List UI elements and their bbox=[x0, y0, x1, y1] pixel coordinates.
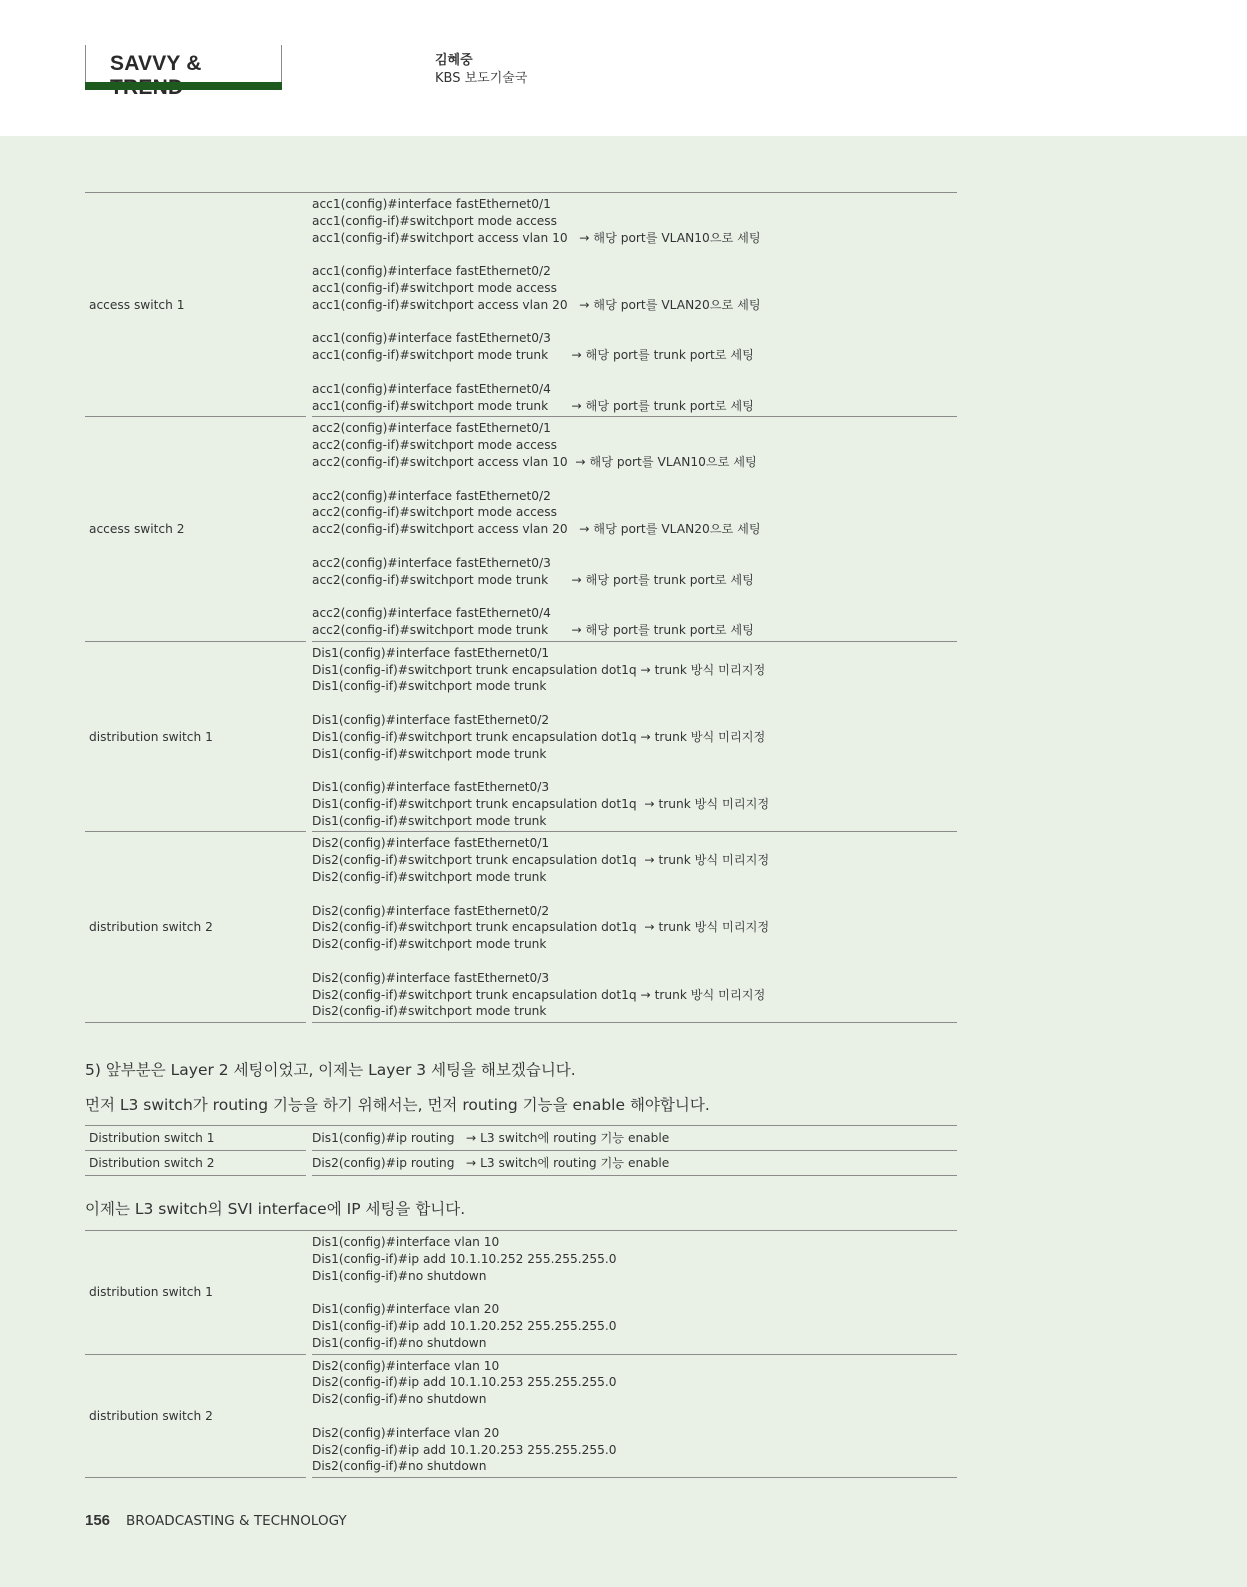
command-line: Dis1(config)#interface fastEthernet0/2 bbox=[312, 712, 550, 727]
table-row bbox=[85, 1126, 957, 1151]
command-line: acc2(config)#interface fastEthernet0/4 bbox=[312, 606, 551, 621]
command-line: Dis1(config-if)#switchport mode trunk bbox=[312, 813, 547, 828]
block-spacer bbox=[312, 364, 957, 381]
command-line: Dis2(config)#interface fastEthernet0/2 bbox=[312, 903, 550, 918]
device-name: distribution switch 1 bbox=[85, 1231, 306, 1355]
paragraph-svi-setup: 이제는 L3 switch의 SVI interface에 IP 세팅을 합니다. bbox=[85, 1200, 466, 1218]
command-line: acc1(config)#interface fastEthernet0/3 bbox=[312, 331, 551, 346]
page-number: 156 bbox=[85, 1512, 111, 1529]
author-name: 김혜중 bbox=[435, 53, 473, 68]
command-cell bbox=[312, 1231, 957, 1355]
command-line: Dis2(config)#interface fastEthernet0/1 bbox=[312, 836, 550, 851]
device-name: distribution switch 2 bbox=[85, 1354, 306, 1478]
command-line: acc2(config)#interface fastEthernet0/1 bbox=[312, 421, 551, 436]
command-line: Dis1(config-if)#ip add 10.1.20.252 255.255.255.0 bbox=[312, 1318, 617, 1333]
table-row bbox=[85, 193, 957, 417]
device-name: access switch 2 bbox=[85, 417, 306, 641]
command-line: acc1(config-if)#switchport mode access bbox=[312, 280, 557, 295]
author-affiliation: KBS 보도기술국 bbox=[435, 71, 528, 86]
command-cell bbox=[312, 1126, 957, 1151]
command-line: Dis2(config)#interface vlan 10 bbox=[312, 1358, 500, 1373]
command-line: Dis2(config-if)#ip add 10.1.20.253 255.255.255.0 bbox=[312, 1442, 617, 1457]
command-line: Dis2(config-if)#switchport trunk encapsulation dot1q → trunk 방식 미리지정 bbox=[312, 853, 770, 868]
command-cell bbox=[312, 417, 957, 641]
command-line: Dis1(config-if)#switchport mode trunk bbox=[312, 679, 547, 694]
block-spacer bbox=[312, 538, 957, 555]
command-line: Dis2(config-if)#switchport mode trunk bbox=[312, 937, 547, 952]
paragraph-routing-enable: 먼저 L3 switch가 routing 기능을 하기 위해서는, 먼저 routing 기능을 enable 해야합니다. bbox=[85, 1096, 710, 1114]
command-cell bbox=[312, 641, 957, 832]
command-list bbox=[312, 1231, 957, 1354]
paragraph-layer3-intro: 5) 앞부분은 Layer 2 세팅이었고, 이제는 Layer 3 세팅을 해보겠습니다. bbox=[85, 1061, 576, 1079]
command-line: Dis1(config-if)#switchport trunk encapsulation dot1q → trunk 방식 미리지정 bbox=[312, 796, 770, 811]
block-spacer bbox=[312, 953, 957, 970]
command-cell bbox=[312, 1151, 957, 1176]
command-line: acc2(config)#interface fastEthernet0/2 bbox=[312, 488, 551, 503]
table-row bbox=[85, 832, 957, 1023]
svi-config-table bbox=[85, 1230, 957, 1478]
section-badge bbox=[85, 45, 282, 90]
command-cell bbox=[312, 193, 957, 417]
device-name: distribution switch 2 bbox=[85, 832, 306, 1023]
command-line: Dis1(config-if)#switchport mode trunk bbox=[312, 746, 547, 761]
command-line: acc2(config-if)#switchport mode trunk → 해당 port를 trunk port로 세팅 bbox=[312, 572, 754, 587]
command-line: acc1(config)#interface fastEthernet0/2 bbox=[312, 264, 551, 279]
device-name: Distribution switch 1 bbox=[85, 1126, 306, 1151]
command-line: Dis2(config)#interface fastEthernet0/3 bbox=[312, 970, 550, 985]
block-spacer bbox=[312, 314, 957, 331]
command-line: Dis2(config-if)#switchport trunk encapsulation dot1q → trunk 방식 미리지정 bbox=[312, 987, 766, 1002]
command-line: acc1(config-if)#switchport mode trunk → 해당 port를 trunk port로 세팅 bbox=[312, 398, 754, 413]
block-spacer bbox=[312, 1408, 957, 1425]
command-line: acc1(config-if)#switchport access vlan 20 → 해당 port를 VLAN20으로 세팅 bbox=[312, 297, 761, 312]
table-row bbox=[85, 1354, 957, 1478]
publication-name: BROADCASTING & TECHNOLOGY bbox=[126, 1513, 347, 1529]
command-list bbox=[312, 1355, 957, 1478]
device-name: Distribution switch 2 bbox=[85, 1151, 306, 1176]
block-spacer bbox=[312, 695, 957, 712]
command-line: acc2(config-if)#switchport access vlan 20 → 해당 port를 VLAN20으로 세팅 bbox=[312, 522, 761, 537]
command-line: Dis2(config)#interface vlan 20 bbox=[312, 1425, 500, 1440]
table-row bbox=[85, 1151, 957, 1176]
routing-enable-table bbox=[85, 1125, 957, 1176]
block-spacer bbox=[312, 588, 957, 605]
table-row bbox=[85, 1231, 957, 1355]
command-list bbox=[312, 193, 957, 416]
command-line: acc1(config-if)#switchport mode access bbox=[312, 213, 557, 228]
block-spacer bbox=[312, 246, 957, 263]
command-line: Dis2(config-if)#no shutdown bbox=[312, 1459, 487, 1474]
command-list bbox=[312, 642, 957, 832]
command-line: Dis2(config)#ip routing → L3 switch에 routing 기능 enable bbox=[312, 1155, 670, 1170]
block-spacer bbox=[312, 1284, 957, 1301]
command-line: acc2(config)#interface fastEthernet0/3 bbox=[312, 555, 551, 570]
table-row bbox=[85, 417, 957, 641]
command-line: Dis1(config-if)#switchport trunk encapsulation dot1q → trunk 방식 미리지정 bbox=[312, 729, 766, 744]
block-spacer bbox=[312, 471, 957, 488]
author-info bbox=[435, 52, 527, 88]
command-line: Dis1(config)#interface fastEthernet0/3 bbox=[312, 780, 550, 795]
command-line: Dis1(config-if)#switchport trunk encapsulation dot1q → trunk 방식 미리지정 bbox=[312, 662, 766, 677]
command-line: Dis2(config-if)#switchport mode trunk bbox=[312, 1004, 547, 1019]
command-line: acc2(config-if)#switchport access vlan 10 → 해당 port를 VLAN10으로 세팅 bbox=[312, 454, 757, 469]
command-line: Dis2(config-if)#switchport trunk encapsulation dot1q → trunk 방식 미리지정 bbox=[312, 920, 770, 935]
device-name: access switch 1 bbox=[85, 193, 306, 417]
device-name: distribution switch 1 bbox=[85, 641, 306, 832]
command-line: Dis1(config-if)#no shutdown bbox=[312, 1335, 487, 1350]
block-spacer bbox=[312, 886, 957, 903]
command-line: Dis1(config-if)#no shutdown bbox=[312, 1268, 487, 1283]
command-cell bbox=[312, 1354, 957, 1478]
command-line: Dis2(config-if)#ip add 10.1.10.253 255.255.255.0 bbox=[312, 1375, 617, 1390]
table-row bbox=[85, 641, 957, 832]
command-line: acc1(config)#interface fastEthernet0/4 bbox=[312, 381, 551, 396]
command-cell bbox=[312, 832, 957, 1023]
command-line: acc1(config-if)#switchport mode trunk → 해당 port를 trunk port로 세팅 bbox=[312, 348, 754, 363]
command-line: Dis2(config-if)#switchport mode trunk bbox=[312, 870, 547, 885]
page-header bbox=[0, 0, 1247, 136]
section-title: SAVVY & bbox=[110, 52, 202, 75]
command-line: acc1(config)#interface fastEthernet0/1 bbox=[312, 197, 551, 211]
command-line: Dis1(config-if)#ip add 10.1.10.252 255.255.255.0 bbox=[312, 1251, 617, 1266]
command-line: acc1(config-if)#switchport access vlan 10 → 해당 port를 VLAN10으로 세팅 bbox=[312, 230, 761, 245]
command-list bbox=[312, 417, 957, 640]
section-underline bbox=[85, 82, 282, 90]
command-line: Dis1(config)#ip routing → L3 switch에 routing 기능 enable bbox=[312, 1130, 670, 1145]
command-line: Dis1(config)#interface vlan 20 bbox=[312, 1302, 500, 1317]
command-line: Dis1(config)#interface vlan 10 bbox=[312, 1235, 500, 1249]
command-line: acc2(config-if)#switchport mode trunk → 해당 port를 trunk port로 세팅 bbox=[312, 622, 754, 637]
command-line: Dis2(config-if)#no shutdown bbox=[312, 1392, 487, 1407]
command-line: Dis1(config)#interface fastEthernet0/1 bbox=[312, 645, 550, 660]
page-footer bbox=[85, 1512, 347, 1529]
block-spacer bbox=[312, 762, 957, 779]
command-list bbox=[312, 832, 957, 1022]
command-line: acc2(config-if)#switchport mode access bbox=[312, 438, 557, 453]
command-line: acc2(config-if)#switchport mode access bbox=[312, 505, 557, 520]
l2-config-table bbox=[85, 192, 957, 1023]
